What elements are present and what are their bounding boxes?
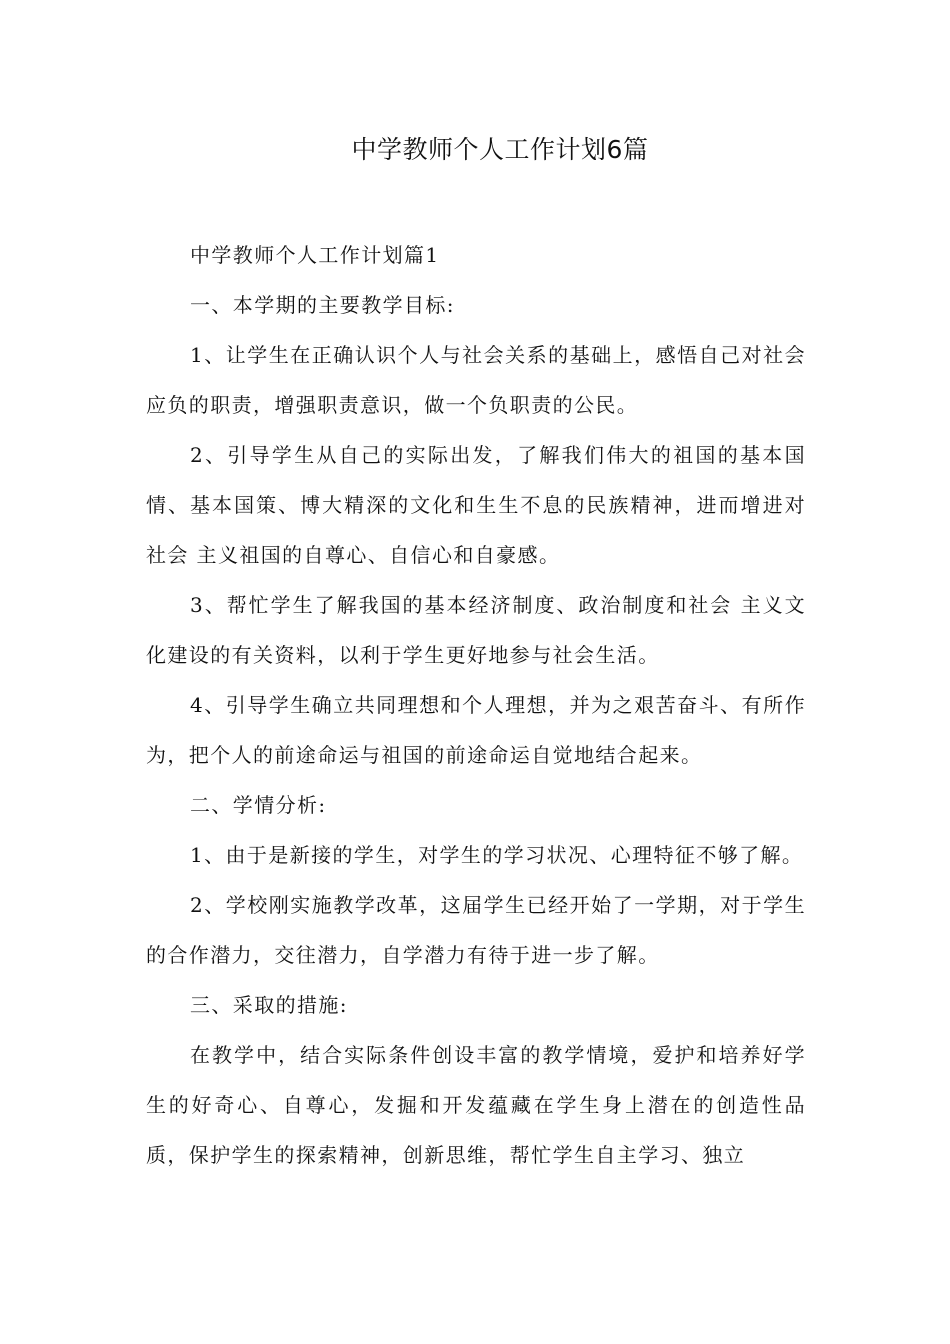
measures-paragraph: 在教学中，结合实际条件创设丰富的教学情境，爱护和培养好学生的好奇心、自尊心，发掘和开发蕴藏在学生身上潜在的创造性品质，保护学生的探索精神，创新思维，帮忙学生自主学习、独立 [146, 1043, 806, 1167]
section-heading-student-analysis: 二、学情分析: [190, 793, 327, 817]
goal-item-3: 3、帮忙学生了解我国的基本经济制度、政治制度和社会 主义文化建设的有关资料，以利于学生更好地参与社会生活。 [146, 593, 806, 667]
goal-item-1: 1、让学生在正确认识个人与社会关系的基础上，感悟自己对社会应负的职责，增强职责意识，做一个负职责的公民。 [146, 343, 806, 417]
section-heading-teaching-goals: 一、本学期的主要教学目标: [190, 293, 455, 317]
document-body [146, 230, 806, 1180]
section-heading-plan-1: 中学教师个人工作计划篇1 [190, 243, 440, 267]
analysis-item-2: 2、学校刚实施教学改革，这届学生已经开始了一学期，对于学生的合作潜力，交往潜力，自学潜力有待于进一步了解。 [146, 893, 806, 967]
goal-item-2: 2、引导学生从自己的实际出发，了解我们伟大的祖国的基本国情、基本国策、博大精深的文化和生生不息的民族精神，进而增进对社会 主义祖国的自尊心、自信心和自豪感。 [146, 443, 806, 567]
goal-item-4: 4、引导学生确立共同理想和个人理想，并为之艰苦奋斗、有所作为，把个人的前途命运与祖国的前途命运自觉地结合起来。 [146, 693, 806, 767]
analysis-item-1: 1、由于是新接的学生，对学生的学习状况、心理特征不够了解。 [190, 843, 804, 867]
document-title: 中学教师个人工作计划6篇 [351, 135, 649, 164]
section-heading-measures: 三、采取的措施: [190, 993, 348, 1017]
